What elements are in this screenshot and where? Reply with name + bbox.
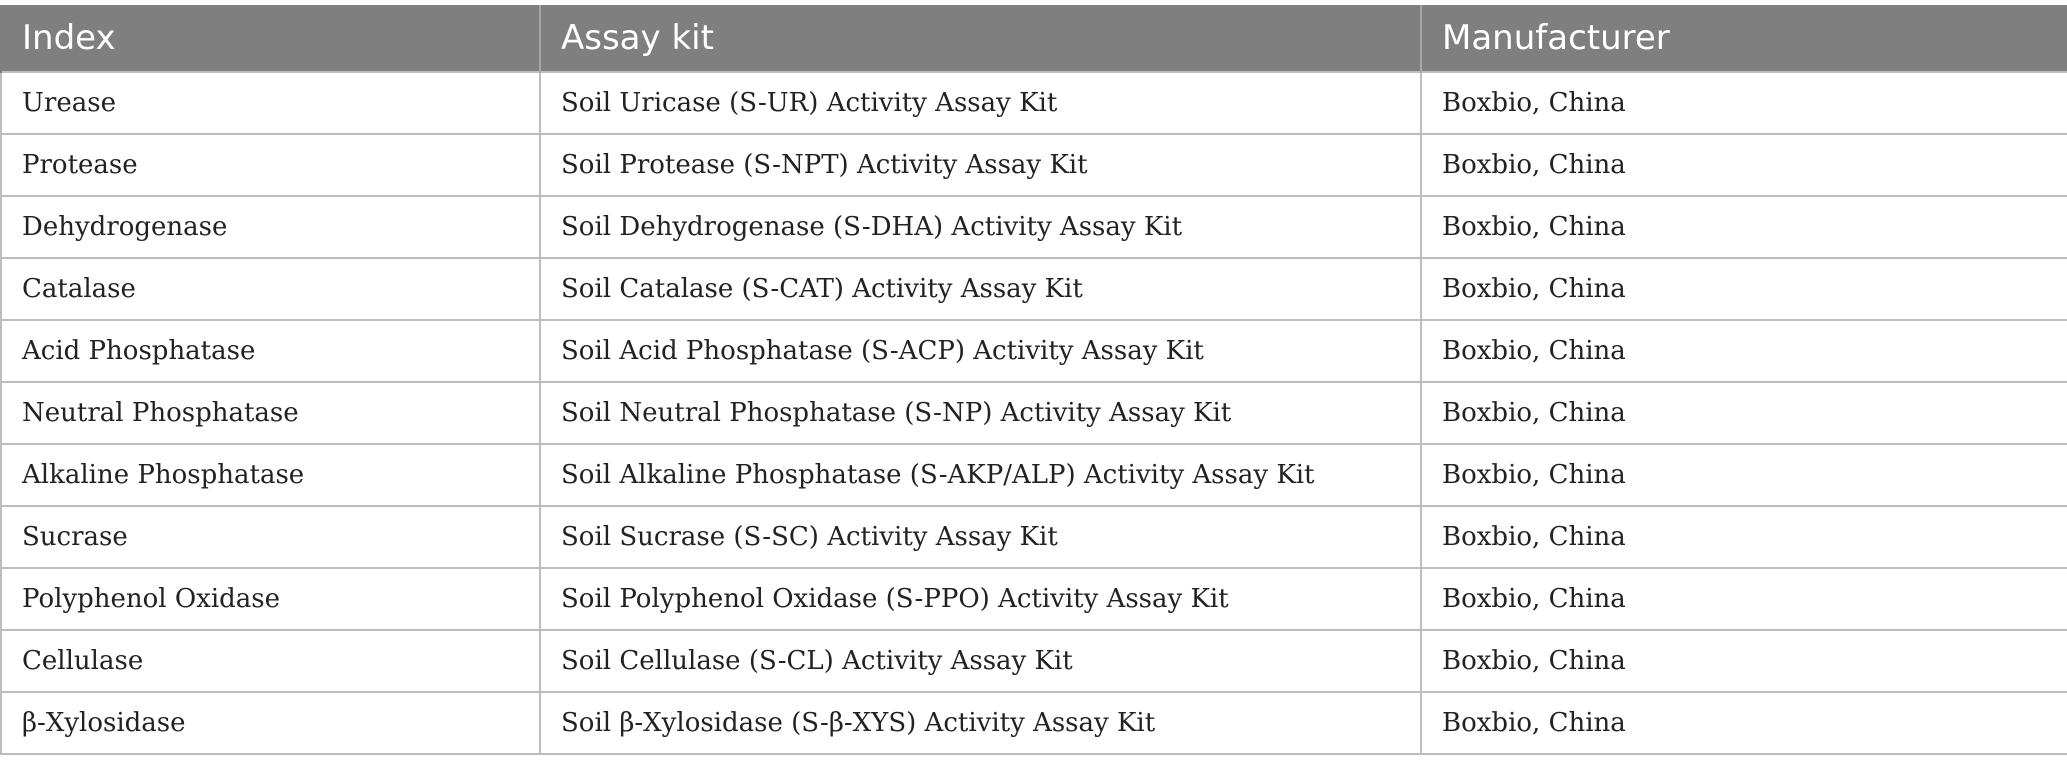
cell-index: Urease xyxy=(1,72,540,134)
table-row xyxy=(1,630,2067,692)
cell-manufacturer: Boxbio, China xyxy=(1421,134,2067,196)
cell-assay-kit: Soil Cellulase (S-CL) Activity Assay Kit xyxy=(540,630,1421,692)
cell-index: Polyphenol Oxidase xyxy=(1,568,540,630)
table-row xyxy=(1,692,2067,754)
cell-index: Alkaline Phosphatase xyxy=(1,444,540,506)
cell-assay-kit: Soil Sucrase (S-SC) Activity Assay Kit xyxy=(540,506,1421,568)
cell-assay-kit: Soil Alkaline Phosphatase (S-AKP/ALP) Activity Assay Kit xyxy=(540,444,1421,506)
cell-assay-kit: Soil Protease (S-NPT) Activity Assay Kit xyxy=(540,134,1421,196)
table-row xyxy=(1,382,2067,444)
cell-manufacturer: Boxbio, China xyxy=(1421,568,2067,630)
table-row xyxy=(1,72,2067,134)
header-index: Index xyxy=(1,5,540,72)
cell-assay-kit: Soil Neutral Phosphatase (S-NP) Activity Assay Kit xyxy=(540,382,1421,444)
cell-manufacturer: Boxbio, China xyxy=(1421,444,2067,506)
table-row xyxy=(1,444,2067,506)
cell-manufacturer: Boxbio, China xyxy=(1421,692,2067,754)
cell-manufacturer: Boxbio, China xyxy=(1421,196,2067,258)
cell-manufacturer: Boxbio, China xyxy=(1421,258,2067,320)
cell-index: Protease xyxy=(1,134,540,196)
header-manufacturer: Manufacturer xyxy=(1421,5,2067,72)
cell-index: β-Xylosidase xyxy=(1,692,540,754)
table-row xyxy=(1,196,2067,258)
cell-index: Sucrase xyxy=(1,506,540,568)
table-row xyxy=(1,134,2067,196)
table-row xyxy=(1,506,2067,568)
table-row xyxy=(1,320,2067,382)
cell-assay-kit: Soil Acid Phosphatase (S-ACP) Activity Assay Kit xyxy=(540,320,1421,382)
assay-kit-table-container xyxy=(0,5,2067,755)
cell-assay-kit: Soil Dehydrogenase (S-DHA) Activity Assay Kit xyxy=(540,196,1421,258)
cell-assay-kit: Soil β-Xylosidase (S-β-XYS) Activity Assay Kit xyxy=(540,692,1421,754)
cell-assay-kit: Soil Uricase (S-UR) Activity Assay Kit xyxy=(540,72,1421,134)
cell-manufacturer: Boxbio, China xyxy=(1421,630,2067,692)
cell-index: Neutral Phosphatase xyxy=(1,382,540,444)
table-body xyxy=(1,72,2067,754)
cell-manufacturer: Boxbio, China xyxy=(1421,382,2067,444)
cell-manufacturer: Boxbio, China xyxy=(1421,320,2067,382)
cell-manufacturer: Boxbio, China xyxy=(1421,72,2067,134)
cell-assay-kit: Soil Catalase (S-CAT) Activity Assay Kit xyxy=(540,258,1421,320)
cell-manufacturer: Boxbio, China xyxy=(1421,506,2067,568)
cell-index: Cellulase xyxy=(1,630,540,692)
table-row xyxy=(1,568,2067,630)
cell-index: Catalase xyxy=(1,258,540,320)
table-header xyxy=(1,5,2067,72)
header-assay-kit: Assay kit xyxy=(540,5,1421,72)
table-row xyxy=(1,258,2067,320)
assay-kit-table xyxy=(0,5,2067,755)
cell-index: Dehydrogenase xyxy=(1,196,540,258)
header-row xyxy=(1,5,2067,72)
cell-assay-kit: Soil Polyphenol Oxidase (S-PPO) Activity Assay Kit xyxy=(540,568,1421,630)
cell-index: Acid Phosphatase xyxy=(1,320,540,382)
